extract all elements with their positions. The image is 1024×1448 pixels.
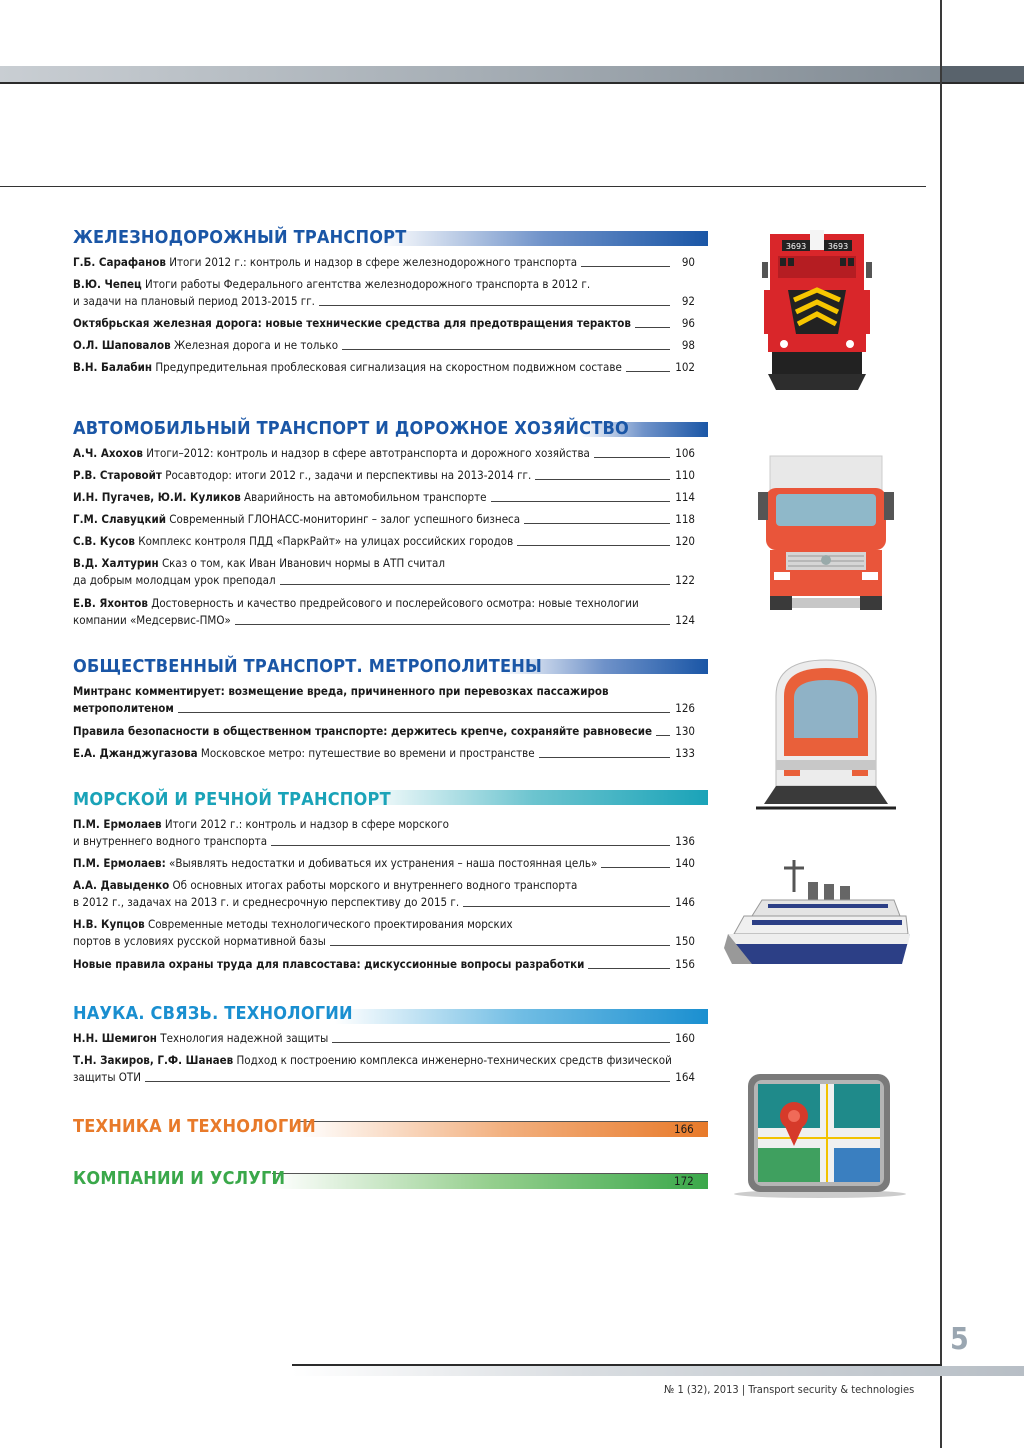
entry-page: 136 <box>675 834 695 848</box>
entry-page: 98 <box>681 338 695 352</box>
entry-page: 92 <box>681 294 695 308</box>
truck-icon <box>752 452 900 614</box>
section-bar-sea <box>360 790 708 805</box>
entry-author: П.М. Ермолаев <box>73 817 162 831</box>
toc-entry[interactable] <box>73 723 695 740</box>
entry-title: Минтранс комментирует: возмещение вреда, причиненного при перевозках пассажиров <box>73 684 609 698</box>
entry-author: П.М. Ермолаев: <box>73 856 166 870</box>
section-page-companies[interactable]: 172 <box>674 1174 694 1188</box>
entry-title: Аварийность на автомобильном транспорте <box>244 490 487 504</box>
toc-entry[interactable] <box>73 956 695 973</box>
entry-title: Итоги–2012: контроль и надзор в сфере автотранспорта и дорожного хозяйства <box>146 446 590 460</box>
entry-title: Итоги 2012 г.: контроль и надзор в сфере железнодорожного транспорта <box>169 255 578 269</box>
entry-page: 90 <box>681 255 695 269</box>
toc-entry[interactable] <box>73 467 695 484</box>
footer-decor-bar <box>292 1366 1024 1376</box>
entry-author: Г.Б. Сарафанов <box>73 255 166 269</box>
top-decor-bar-dark <box>940 66 1024 82</box>
entry-title: Современный ГЛОНАСС-мониторинг – залог успешного бизнеса <box>169 512 521 526</box>
entry-page: 160 <box>675 1031 695 1045</box>
toc-entry[interactable] <box>73 315 695 332</box>
toc-entry[interactable] <box>73 359 695 376</box>
entry-title: Правила безопасности в общественном транспорте: держитесь крепче, сохраняйте равновесие <box>73 724 653 738</box>
entry-page: 114 <box>675 490 695 504</box>
entry-author: Н.В. Купцов <box>73 917 145 931</box>
entry-page: 150 <box>675 934 695 948</box>
section-bar-rail <box>380 231 708 246</box>
entry-title-cont: защиты ОТИ <box>73 1070 141 1084</box>
entry-author: Е.А. Джанджугазова <box>73 746 198 760</box>
entry-title: Технология надежной защиты <box>160 1031 329 1045</box>
entry-title-cont: портов в условиях русской нормативной базы <box>73 934 326 948</box>
section-title-auto: АВТОМОБИЛЬНЫЙ ТРАНСПОРТ И ДОРОЖНОЕ ХОЗЯЙСТВО <box>73 418 629 439</box>
entry-title: Комплекс контроля ПДД «ПаркРайт» на улицах российских городов <box>138 534 514 548</box>
section-page-tech[interactable]: 166 <box>674 1122 694 1136</box>
top-rule <box>0 82 1024 84</box>
entry-author: В.Н. Балабин <box>73 360 153 374</box>
entry-page: 126 <box>675 701 695 715</box>
svg-text:3693: 3693 <box>827 242 849 251</box>
toc-entry[interactable] <box>73 555 695 589</box>
page-number: 5 <box>950 1322 969 1357</box>
entry-title: Современные методы технологического проектирования морских <box>147 917 513 931</box>
toc-entry[interactable] <box>73 1052 695 1086</box>
toc-entry[interactable] <box>73 445 695 462</box>
top-decor-bar <box>0 66 1024 82</box>
page-edge-rule <box>940 0 942 1448</box>
svg-text:3693: 3693 <box>785 242 807 251</box>
toc-entry[interactable] <box>73 916 695 950</box>
entry-title: Новые правила охраны труда для плавсостава: дискуссионные вопросы разработки <box>73 957 585 971</box>
toc-entry[interactable] <box>73 489 695 506</box>
toc-entry[interactable] <box>73 595 695 629</box>
entry-title-cont: компании «Медсервис-ПМО» <box>73 613 231 627</box>
entry-author: И.Н. Пугачев, Ю.И. Куликов <box>73 490 241 504</box>
navigation-map-icon <box>732 1070 908 1198</box>
entry-author: А.А. Давыденко <box>73 878 170 892</box>
entry-title-cont: в 2012 г., задачах на 2013 г. и среднесрочную перспективу до 2015 г. <box>73 895 460 909</box>
entry-page: 118 <box>675 512 695 526</box>
entry-page: 164 <box>675 1070 695 1084</box>
section-title-science: НАУКА. СВЯЗЬ. ТЕХНОЛОГИИ <box>73 1003 353 1024</box>
entry-page: 124 <box>675 613 695 627</box>
entry-title: Предупредительная проблесковая сигнализация на скоростном подвижном составе <box>155 360 622 374</box>
entry-title: Достоверность и качество предрейсового и послерейсового осмотра: новые технологии <box>151 596 639 610</box>
entry-title: Московское метро: путешествие во времени и пространстве <box>200 746 535 760</box>
entry-page: 110 <box>675 468 695 482</box>
entry-title: Росавтодор: итоги 2012 г., задачи и перспективы на 2013-2014 гг. <box>165 468 532 482</box>
entry-page: 120 <box>675 534 695 548</box>
entry-title: Сказ о том, как Иван Иванович нормы в АТП считал <box>161 556 446 570</box>
entry-author: А.Ч. Ахохов <box>73 446 143 460</box>
entry-title: Железная дорога и не только <box>173 338 339 352</box>
entry-title: Подход к построению комплекса инженерно-технических средств физической <box>236 1053 672 1067</box>
toc-entry[interactable] <box>73 254 695 271</box>
locomotive-icon <box>758 226 876 394</box>
section-bar-tech <box>300 1121 708 1137</box>
entry-author: С.В. Кусов <box>73 534 135 548</box>
entry-title: Итоги работы Федерального агентства железнодорожного транспорта в 2012 г. <box>145 277 591 291</box>
entry-title-cont: да добрым молодцам урок преподал <box>73 573 276 587</box>
toc-entry[interactable] <box>73 276 695 310</box>
toc-entry[interactable] <box>73 511 695 528</box>
entry-page: 122 <box>675 573 695 587</box>
section-bar-companies <box>272 1173 708 1189</box>
entry-author: В.Д. Халтурин <box>73 556 159 570</box>
toc-entry[interactable] <box>73 745 695 762</box>
header-rule <box>0 186 926 187</box>
toc-entry[interactable] <box>73 1030 695 1047</box>
toc-entry[interactable] <box>73 533 695 550</box>
toc-entry[interactable] <box>73 337 695 354</box>
entry-author: Е.В. Яхонтов <box>73 596 148 610</box>
entry-title-cont: метрополитеном <box>73 701 174 715</box>
entry-page: 146 <box>675 895 695 909</box>
section-title-tech: ТЕХНИКА И ТЕХНОЛОГИИ <box>73 1116 316 1137</box>
entry-title: «Выявлять недостатки и добиваться их устранения – наша постоянная цель» <box>169 856 598 870</box>
entry-title: Итоги 2012 г.: контроль и надзор в сфере морского <box>164 817 449 831</box>
entry-page: 102 <box>675 360 695 374</box>
section-title-rail: ЖЕЛЕЗНОДОРОЖНЫЙ ТРАНСПОРТ <box>73 227 407 248</box>
entry-page: 156 <box>675 957 695 971</box>
footer-journal-info: № 1 (32), 2013 | Transport security & technologies <box>664 1383 915 1396</box>
entry-page: 140 <box>675 856 695 870</box>
section-title-public: ОБЩЕСТВЕННЫЙ ТРАНСПОРТ. МЕТРОПОЛИТЕНЫ <box>73 656 542 677</box>
toc-entry[interactable] <box>73 816 695 850</box>
entry-title: Октябрьская железная дорога: новые технические средства для предотвращения терактов <box>73 316 631 330</box>
ship-icon <box>722 856 912 968</box>
entry-author: Г.М. Славуцкий <box>73 512 166 526</box>
section-title-companies: КОМПАНИИ И УСЛУГИ <box>73 1168 286 1189</box>
toc-entry[interactable] <box>73 877 695 911</box>
section-bar-science <box>335 1009 708 1024</box>
section-title-sea: МОРСКОЙ И РЕЧНОЙ ТРАНСПОРТ <box>73 789 391 810</box>
entry-title-cont: и задачи на плановый период 2013-2015 гг. <box>73 294 315 308</box>
entry-author: Н.Н. Шемигон <box>73 1031 157 1045</box>
entry-title: Об основных итогах работы морского и внутреннего водного транспорта <box>172 878 578 892</box>
entry-title-cont: и внутреннего водного транспорта <box>73 834 268 848</box>
entry-page: 96 <box>681 316 695 330</box>
entry-author: О.Л. Шаповалов <box>73 338 171 352</box>
entry-page: 106 <box>675 446 695 460</box>
metro-train-icon <box>756 656 896 814</box>
entry-author: В.Ю. Чепец <box>73 277 142 291</box>
toc-entry[interactable] <box>73 855 695 872</box>
toc-entry[interactable] <box>73 683 695 717</box>
entry-page: 133 <box>675 746 695 760</box>
entry-author: Р.В. Старовойт <box>73 468 162 482</box>
entry-author: Т.Н. Закиров, Г.Ф. Шанаев <box>73 1053 234 1067</box>
entry-page: 130 <box>675 724 695 738</box>
